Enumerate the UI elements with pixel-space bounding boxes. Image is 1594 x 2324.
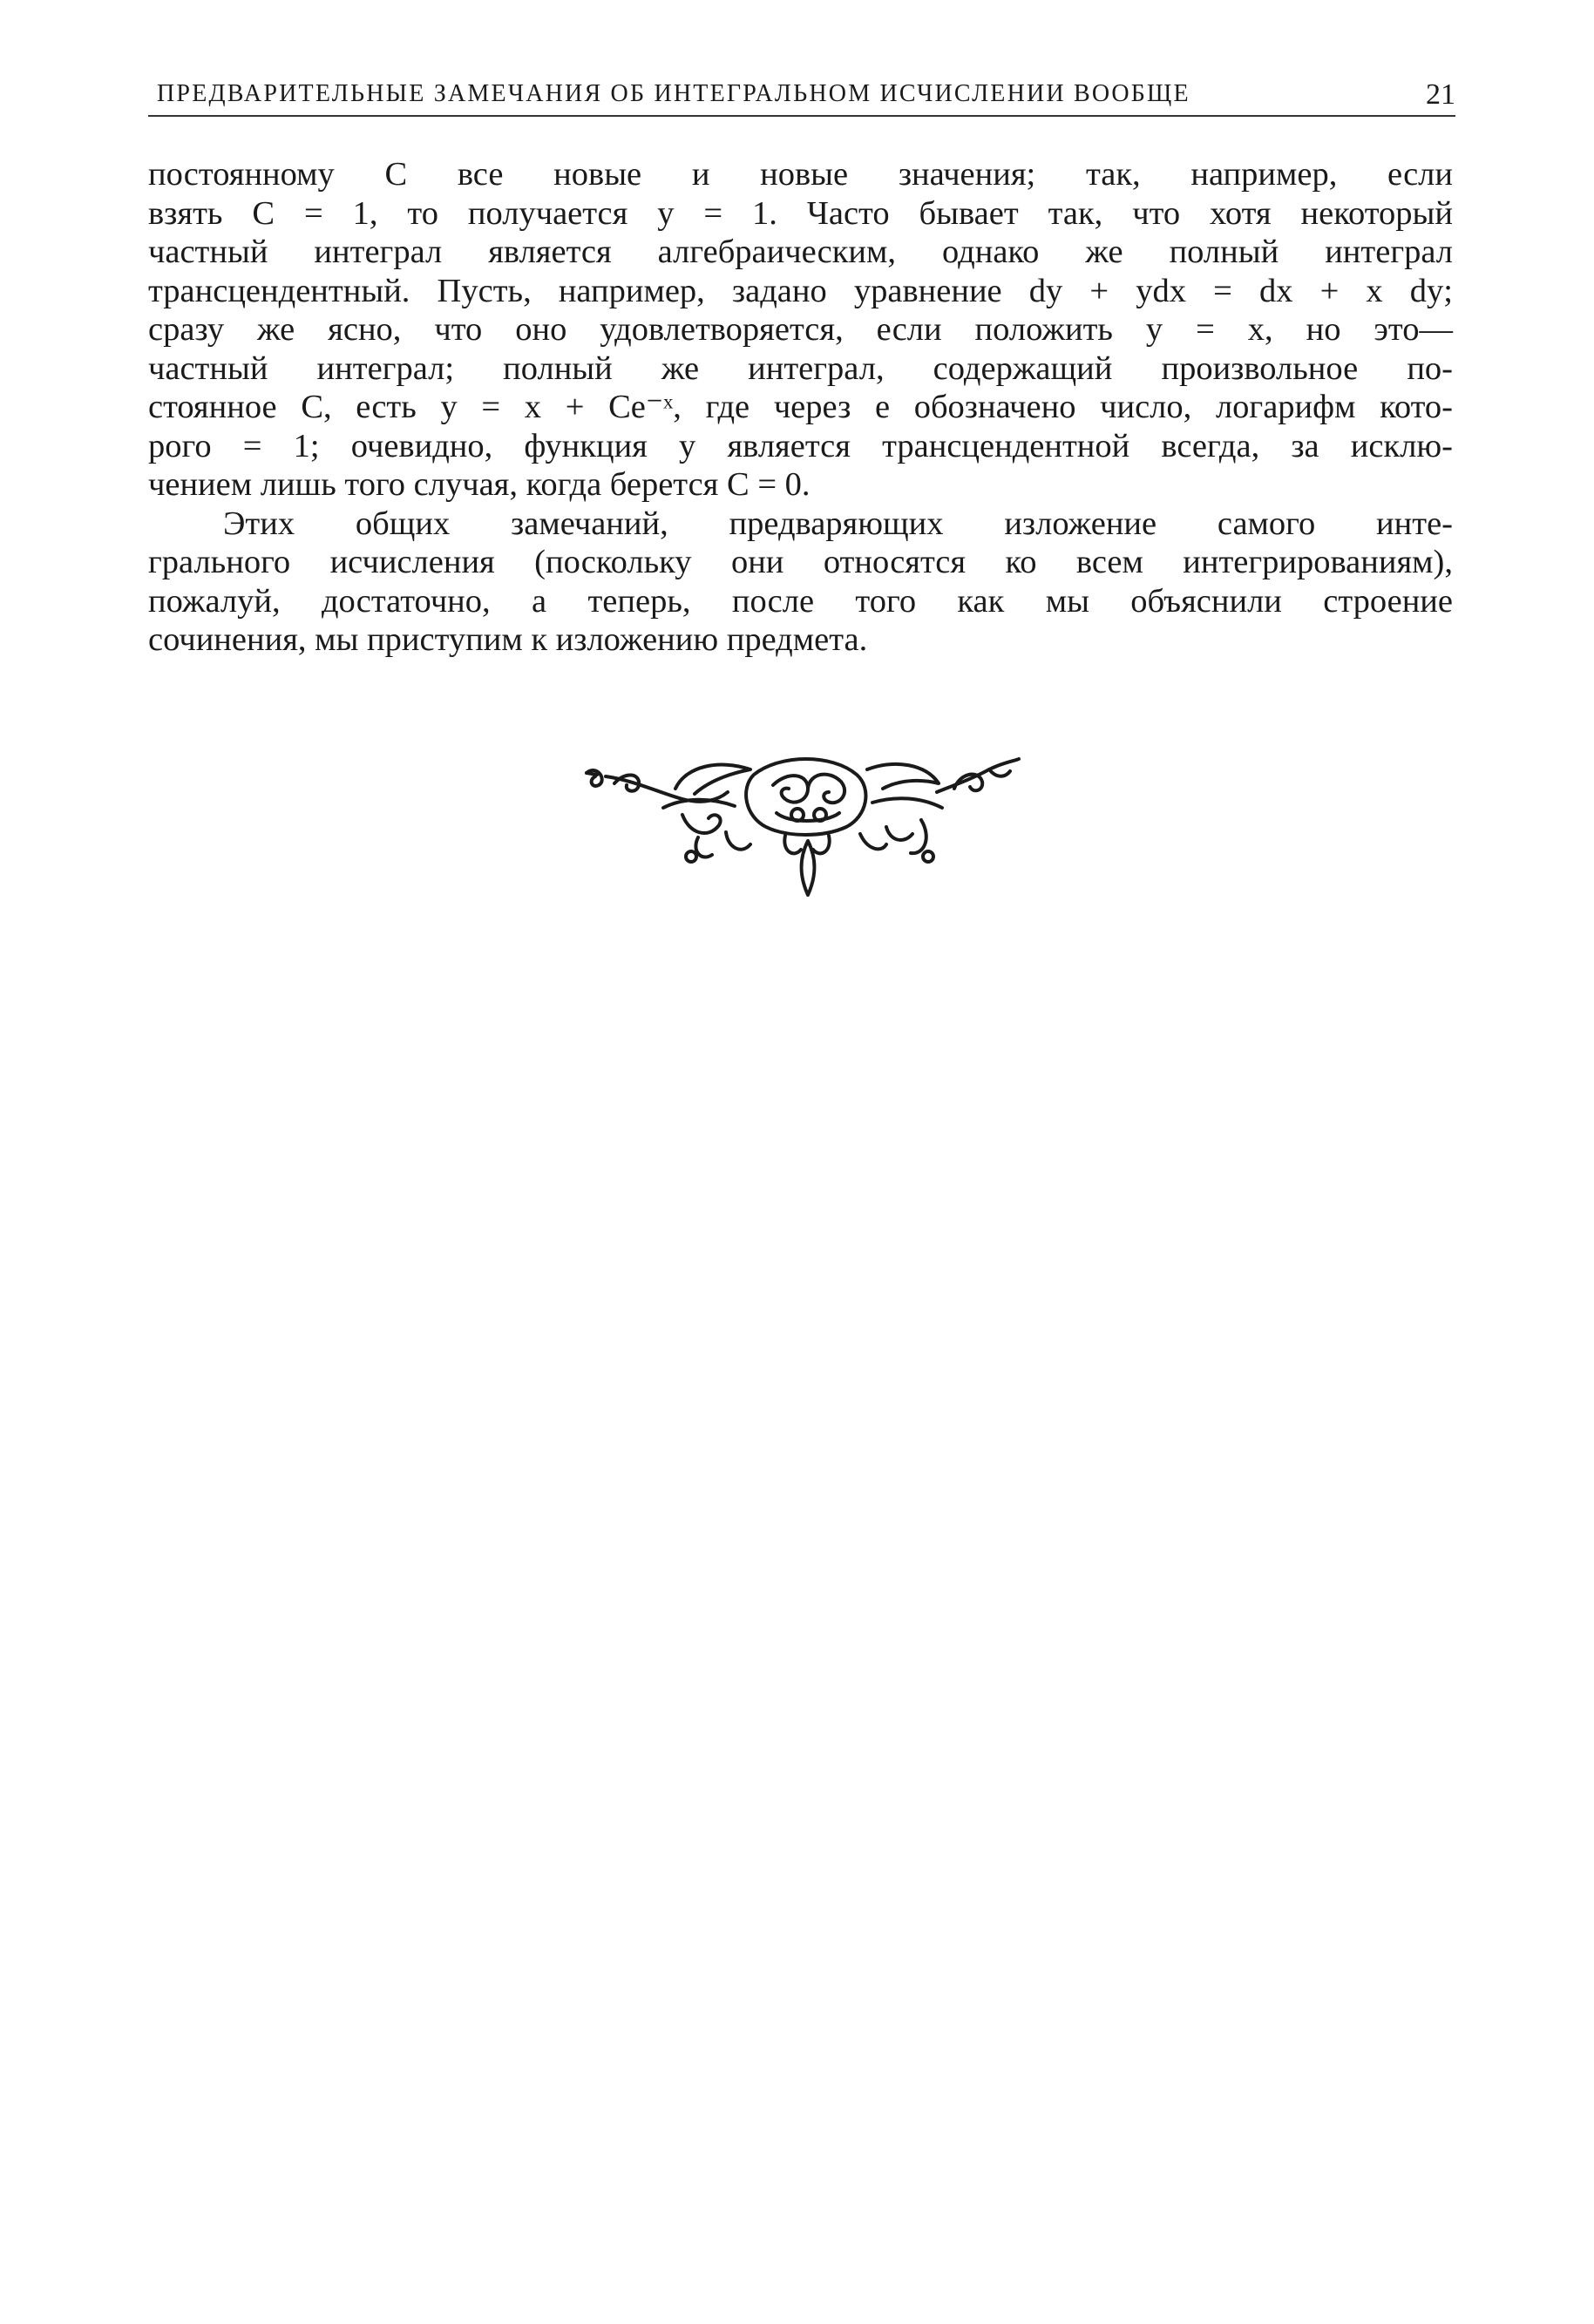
paragraph-2-line-3: пожалуй, достаточно, а теперь, после того как мы объяснили строение xyxy=(148,582,1453,620)
paragraph-1-line-5: сразу же ясно, что оно удовлетворяется, если положить y = x, но это— xyxy=(148,311,1453,348)
paragraph-1-line-7: стоянное C, есть y = x + Ce⁻ˣ, где через e обозначено число, логарифм кото- xyxy=(148,389,1453,425)
paragraph-1-line-4: трансцендентный. Пусть, например, задано уравнение dy + ydx = dx + x dy; xyxy=(148,272,1453,309)
header-rule xyxy=(148,115,1455,117)
page-number: 21 xyxy=(1426,78,1455,111)
paragraph-1-line-9: чением лишь того случая, когда берется C = 0. xyxy=(148,466,811,503)
body-text xyxy=(148,155,1453,660)
paragraph-1-line-8: рого = 1; очевидно, функция y является трансцендентной всегда, за исклю- xyxy=(148,427,1453,464)
running-header xyxy=(148,70,1455,119)
header-title: ПРЕДВАРИТЕЛЬНЫЕ ЗАМЕЧАНИЯ ОБ ИНТЕГРАЛЬНОМ ИСЧИСЛЕНИИ ВООБЩЕ xyxy=(157,80,1190,107)
paragraph-2-line-2: грального исчисления (поскольку они относятся ко всем интегрированиям), xyxy=(148,544,1453,580)
floral-ornament-icon xyxy=(580,754,1024,898)
paragraph-1-line-3: частный интеграл является алгебраическим, однако же полный интеграл xyxy=(148,234,1453,270)
paragraph-2-line-4: сочинения, мы приступим к изложению предмета. xyxy=(148,621,868,658)
paragraph-2-line-1: Этих общих замечаний, предваряющих изложение самого инте- xyxy=(223,505,1453,542)
paragraph-1-line-1: постоянному C все новые и новые значения; так, например, если xyxy=(148,156,1453,193)
paragraph-1-line-6: частный интеграл; полный же интеграл, содержащий произвольное по- xyxy=(148,349,1453,387)
paragraph-1-line-2: взять C = 1, то получается y = 1. Часто бывает так, что хотя некоторый xyxy=(148,194,1453,232)
book-page xyxy=(148,70,1455,2248)
